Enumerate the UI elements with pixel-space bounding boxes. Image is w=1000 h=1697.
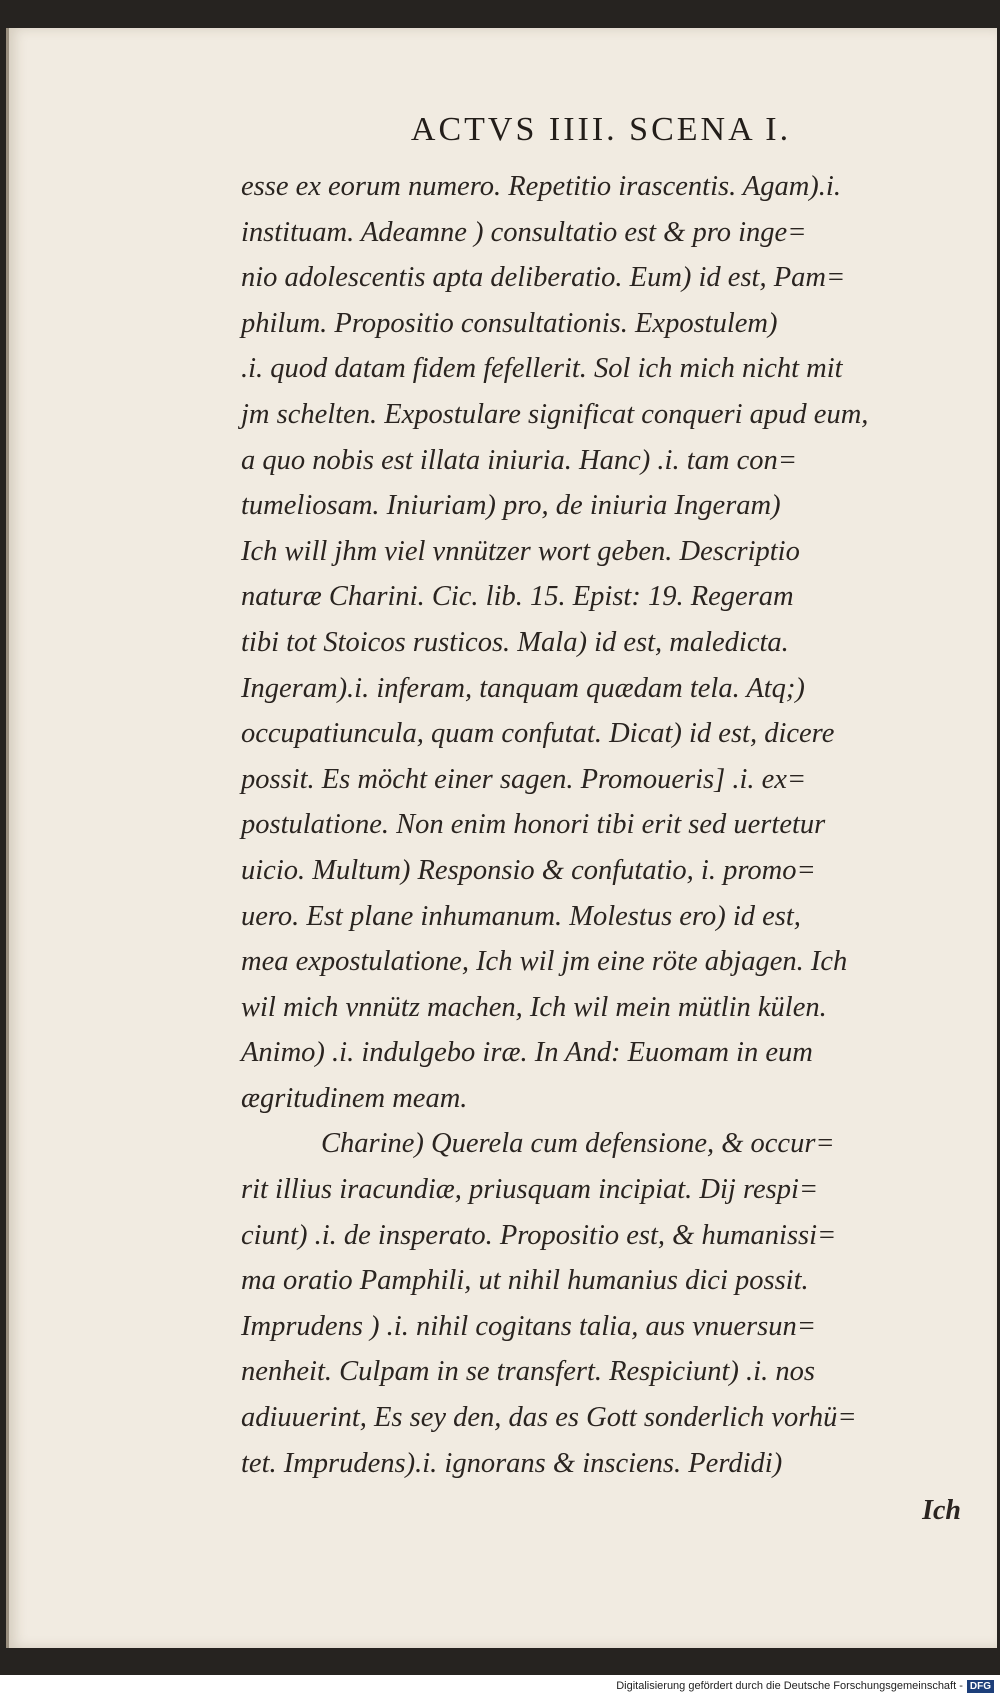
- text-line: ciunt) .i. de insperato. Propositio est, & humanissi=: [241, 1219, 837, 1251]
- text-line: possit. Es möcht einer sagen. Promoueris] .i. ex=: [241, 763, 807, 795]
- text-line: uicio. Multum) Responsio & confutatio, i. promo=: [241, 854, 816, 886]
- running-head: ACTVS IIII. SCENA I.: [410, 111, 792, 148]
- text-line: instituam. Adeamne ) consultatio est & pro inge=: [241, 216, 807, 248]
- text-line: .i. quod datam fidem fefellerit. Sol ich mich nicht mit: [241, 353, 843, 385]
- text-line: wil mich vnnütz machen, Ich wil mein mütlin külen.: [241, 991, 827, 1023]
- text-line: esse ex eorum numero. Repetitio irascentis. Agam).i.: [241, 171, 841, 202]
- text-line: Animo) .i. indulgebo iræ. In And: Euomam in eum: [241, 1037, 813, 1069]
- text-line: nenheit. Culpam in se transfert. Respiciunt) .i. nos: [241, 1356, 815, 1388]
- text-line: rit illius iracundiæ, priusquam incipiat. Dij respi=: [241, 1174, 819, 1206]
- text-line: uero. Est plane inhumanum. Molestus ero) id est,: [241, 900, 801, 932]
- text-line: philum. Propositio consultationis. Expostulem): [241, 307, 778, 339]
- text-line: tibi tot Stoicos rusticos. Mala) id est, maledicta.: [241, 626, 789, 658]
- text-line: occupatiuncula, quam confutat. Dicat) id est, dicere: [241, 718, 835, 750]
- text-line: jm schelten. Expostulare significat conqueri apud eum,: [241, 398, 869, 430]
- page-text-block: [241, 104, 961, 1533]
- text-line: tet. Imprudens).i. ignorans & insciens. Perdidi): [241, 1447, 783, 1479]
- text-line: Ich will jhm viel vnnützer wort geben. Descriptio: [241, 535, 800, 567]
- text-line: naturæ Charini. Cic. lib. 15. Epist: 19. Regeram: [241, 581, 794, 613]
- book-page: [6, 28, 997, 1648]
- footer-credit: Digitalisierung gefördert durch die Deutsche Forschungsgemeinschaft -: [616, 1680, 963, 1692]
- digitization-footer: [0, 1675, 1000, 1697]
- text-line: mea expostulatione, Ich wil jm eine röte abjagen. Ich: [241, 946, 848, 978]
- text-line: a quo nobis est illata iniuria. Hanc) .i. tam con=: [241, 444, 797, 476]
- text-line: tumeliosam. Iniuriam) pro, de iniuria Ingeram): [241, 490, 781, 522]
- text-line: ægritudinem meam.: [241, 1082, 468, 1114]
- catchword: Ich: [922, 1495, 961, 1527]
- body-text: [241, 164, 961, 1486]
- text-line: Charine) Querela cum defensione, & occur=: [321, 1128, 835, 1160]
- text-line: postulatione. Non enim honori tibi erit sed uertetur: [241, 809, 826, 841]
- text-line: Ingeram).i. inferam, tanquam quædam tela. Atq;): [241, 672, 805, 704]
- text-line: ma oratio Pamphili, ut nihil humanius dici possit.: [241, 1265, 809, 1297]
- text-line: nio adolescentis apta deliberatio. Eum) id est, Pam=: [241, 262, 846, 294]
- dfg-logo: DFG: [967, 1680, 994, 1693]
- text-line: adiuuerint, Es sey den, das es Gott sonderlich vorhü=: [241, 1402, 857, 1434]
- text-line: Imprudens ) .i. nihil cogitans talia, aus vnuersun=: [241, 1310, 816, 1342]
